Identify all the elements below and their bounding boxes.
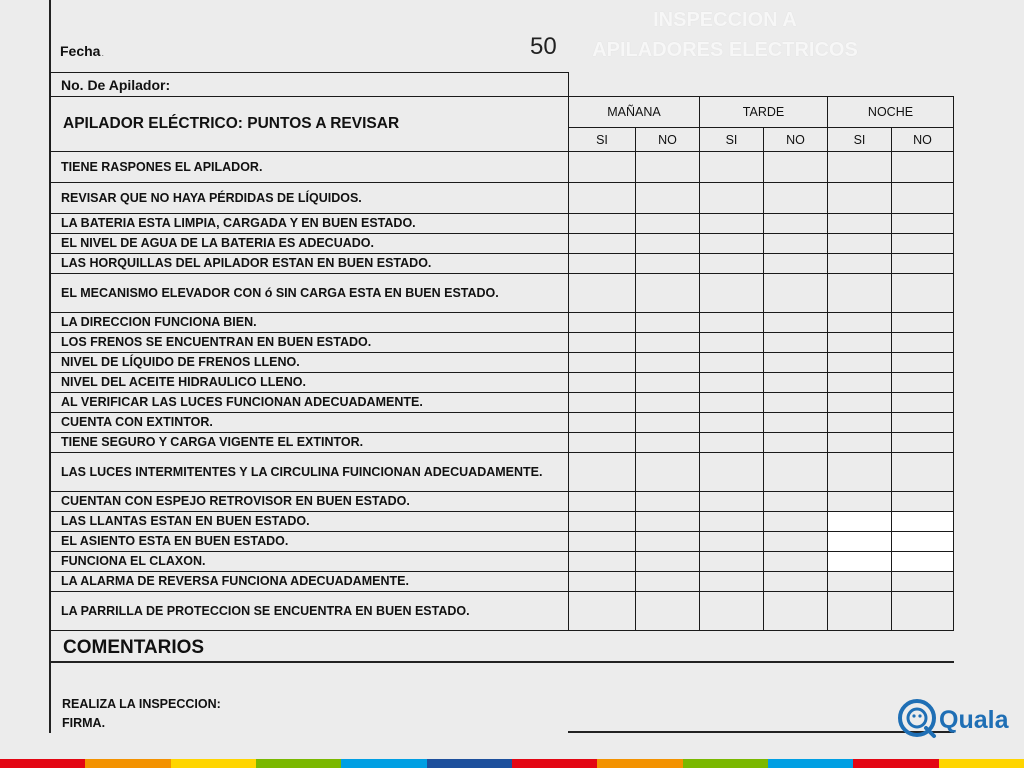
check-cell[interactable] — [700, 453, 764, 492]
check-cell[interactable] — [892, 393, 954, 413]
check-cell[interactable] — [636, 552, 700, 572]
check-cell[interactable] — [764, 492, 828, 512]
quala-logo — [896, 692, 1012, 742]
check-item-label: LA BATERIA ESTA LIMPIA, CARGADA Y EN BUEN ESTADO. — [51, 214, 569, 234]
check-cell[interactable] — [569, 592, 636, 631]
check-cell[interactable] — [700, 532, 764, 552]
check-cell[interactable] — [569, 274, 636, 313]
check-cell[interactable] — [636, 313, 700, 333]
check-cell[interactable] — [700, 413, 764, 433]
form-title — [575, 5, 875, 65]
shift-0-header: MAÑANA — [569, 97, 700, 128]
check-cell[interactable] — [892, 214, 954, 234]
check-item-label: LA ALARMA DE REVERSA FUNCIONA ADECUADAMENTE. — [51, 572, 569, 592]
table-row — [51, 393, 954, 413]
table-row — [51, 492, 954, 512]
check-cell[interactable] — [764, 433, 828, 453]
check-cell[interactable] — [828, 152, 892, 183]
quala-lion-icon — [900, 701, 934, 736]
check-item-label: EL NIVEL DE AGUA DE LA BATERIA ES ADECUADO. — [51, 234, 569, 254]
check-cell[interactable] — [636, 353, 700, 373]
check-cell[interactable] — [569, 373, 636, 393]
check-cell[interactable] — [764, 532, 828, 552]
check-cell[interactable] — [569, 492, 636, 512]
table-row — [51, 313, 954, 333]
table-row — [51, 254, 954, 274]
check-cell[interactable] — [764, 274, 828, 313]
check-item-label: LOS FRENOS SE ENCUENTRAN EN BUEN ESTADO. — [51, 333, 569, 353]
check-item-label: NIVEL DEL ACEITE HIDRAULICO LLENO. — [51, 373, 569, 393]
check-cell[interactable] — [636, 214, 700, 234]
check-cell[interactable] — [892, 433, 954, 453]
check-cell[interactable] — [828, 274, 892, 313]
check-cell[interactable] — [569, 313, 636, 333]
check-item-label: AL VERIFICAR LAS LUCES FUNCIONAN ADECUADAMENTE. — [51, 393, 569, 413]
stripe-segment — [597, 759, 682, 768]
check-item-label: CUENTAN CON ESPEJO RETROVISOR EN BUEN ESTADO. — [51, 492, 569, 512]
check-item-label: FUNCIONA EL CLAXON. — [51, 552, 569, 572]
no-header: NO — [636, 128, 700, 152]
check-cell[interactable] — [569, 214, 636, 234]
table-row — [51, 333, 954, 353]
check-cell[interactable] — [636, 333, 700, 353]
check-cell[interactable] — [892, 552, 954, 572]
check-cell[interactable] — [828, 234, 892, 254]
check-item-label: LA DIRECCION FUNCIONA BIEN. — [51, 313, 569, 333]
check-cell[interactable] — [569, 552, 636, 572]
check-cell[interactable] — [700, 572, 764, 592]
check-cell[interactable] — [636, 592, 700, 631]
check-cell[interactable] — [892, 532, 954, 552]
table-row — [51, 453, 954, 492]
check-item-label: LAS LLANTAS ESTAN EN BUEN ESTADO. — [51, 512, 569, 532]
check-cell[interactable] — [764, 234, 828, 254]
form-title-line2: APILADORES ELECTRICOS — [592, 39, 858, 61]
quala-logo-text: Quala — [939, 706, 1009, 734]
stripe-segment — [768, 759, 853, 768]
check-cell[interactable] — [700, 183, 764, 214]
stripe-segment — [0, 759, 85, 768]
check-cell[interactable] — [892, 492, 954, 512]
check-cell[interactable] — [636, 572, 700, 592]
check-cell[interactable] — [764, 183, 828, 214]
check-cell[interactable] — [892, 333, 954, 353]
check-cell[interactable] — [828, 492, 892, 512]
check-cell[interactable] — [892, 274, 954, 313]
check-cell[interactable] — [828, 592, 892, 631]
table-row — [51, 552, 954, 572]
check-cell[interactable] — [700, 152, 764, 183]
check-cell[interactable] — [828, 532, 892, 552]
table-row — [51, 572, 954, 592]
fecha-label: Fecha. — [60, 43, 104, 59]
header-blank — [569, 73, 954, 97]
check-cell[interactable] — [764, 413, 828, 433]
shift-1-header: TARDE — [700, 97, 828, 128]
section-title: APILADOR ELÉCTRICO: PUNTOS A REVISAR — [51, 97, 569, 152]
table-row — [51, 234, 954, 254]
check-cell[interactable] — [892, 254, 954, 274]
check-cell[interactable] — [700, 592, 764, 631]
check-item-label: LAS HORQUILLAS DEL APILADOR ESTAN EN BUEN ESTADO. — [51, 254, 569, 274]
check-cell[interactable] — [700, 393, 764, 413]
check-cell[interactable] — [636, 393, 700, 413]
check-cell[interactable] — [764, 512, 828, 532]
check-cell[interactable] — [892, 512, 954, 532]
check-cell[interactable] — [700, 333, 764, 353]
check-cell[interactable] — [892, 572, 954, 592]
check-cell[interactable] — [636, 234, 700, 254]
check-cell[interactable] — [700, 492, 764, 512]
check-cell[interactable] — [828, 373, 892, 393]
check-cell[interactable] — [764, 254, 828, 274]
stripe-segment — [853, 759, 938, 768]
check-cell[interactable] — [764, 152, 828, 183]
check-cell[interactable] — [764, 592, 828, 631]
check-cell[interactable] — [569, 512, 636, 532]
check-cell[interactable] — [569, 333, 636, 353]
check-cell[interactable] — [700, 274, 764, 313]
check-cell[interactable] — [700, 234, 764, 254]
check-cell[interactable] — [828, 572, 892, 592]
table-row — [51, 532, 954, 552]
check-cell[interactable] — [569, 254, 636, 274]
check-cell[interactable] — [828, 552, 892, 572]
check-item-label: LA PARRILLA DE PROTECCION SE ENCUENTRA EN BUEN ESTADO. — [51, 592, 569, 631]
check-cell[interactable] — [764, 313, 828, 333]
check-item-label: EL ASIENTO ESTA EN BUEN ESTADO. — [51, 532, 569, 552]
table-row — [51, 413, 954, 433]
table-row — [51, 214, 954, 234]
check-cell[interactable] — [700, 214, 764, 234]
form-title-line1: INSPECCION A — [653, 9, 797, 31]
check-cell[interactable] — [700, 254, 764, 274]
check-cell[interactable] — [569, 413, 636, 433]
check-cell[interactable] — [636, 532, 700, 552]
check-cell[interactable] — [569, 183, 636, 214]
check-cell[interactable] — [828, 183, 892, 214]
table-row — [51, 433, 954, 453]
inspection-table — [50, 72, 954, 631]
check-cell[interactable] — [636, 373, 700, 393]
table-row — [51, 274, 954, 313]
check-cell[interactable] — [700, 373, 764, 393]
firma-label: FIRMA. — [62, 716, 106, 730]
check-cell[interactable] — [636, 152, 700, 183]
check-cell[interactable] — [828, 214, 892, 234]
check-cell[interactable] — [636, 274, 700, 313]
check-cell[interactable] — [764, 552, 828, 572]
check-cell[interactable] — [569, 433, 636, 453]
check-cell[interactable] — [636, 492, 700, 512]
check-cell[interactable] — [569, 532, 636, 552]
check-cell[interactable] — [764, 393, 828, 413]
check-cell[interactable] — [828, 413, 892, 433]
check-cell[interactable] — [892, 183, 954, 214]
stripe-segment — [341, 759, 426, 768]
table-row — [51, 373, 954, 393]
stripe-segment — [256, 759, 341, 768]
stripe-segment — [683, 759, 768, 768]
check-item-label: TIENE RASPONES EL APILADOR. — [51, 152, 569, 183]
check-cell[interactable] — [892, 152, 954, 183]
check-cell[interactable] — [569, 453, 636, 492]
check-cell[interactable] — [636, 512, 700, 532]
check-cell[interactable] — [828, 313, 892, 333]
check-cell[interactable] — [764, 373, 828, 393]
no-header: NO — [892, 128, 954, 152]
check-cell[interactable] — [700, 313, 764, 333]
check-cell[interactable] — [828, 333, 892, 353]
check-cell[interactable] — [569, 572, 636, 592]
check-cell[interactable] — [764, 353, 828, 373]
color-stripe — [0, 759, 1024, 768]
stripe-segment — [512, 759, 597, 768]
check-cell[interactable] — [892, 413, 954, 433]
stripe-segment — [85, 759, 170, 768]
check-cell[interactable] — [764, 214, 828, 234]
check-item-label: CUENTA CON EXTINTOR. — [51, 413, 569, 433]
check-cell[interactable] — [764, 333, 828, 353]
check-cell[interactable] — [828, 512, 892, 532]
si-header: SI — [828, 128, 892, 152]
check-cell[interactable] — [828, 453, 892, 492]
table-row — [51, 183, 954, 214]
check-cell[interactable] — [569, 393, 636, 413]
check-item-label: REVISAR QUE NO HAYA PÉRDIDAS DE LÍQUIDOS. — [51, 183, 569, 214]
check-cell[interactable] — [892, 453, 954, 492]
si-header: SI — [569, 128, 636, 152]
no-header: NO — [764, 128, 828, 152]
check-cell[interactable] — [636, 413, 700, 433]
comentarios-heading: COMENTARIOS — [63, 637, 205, 658]
check-cell[interactable] — [892, 353, 954, 373]
apilador-label[interactable]: No. De Apilador: — [51, 73, 569, 97]
check-cell[interactable] — [828, 393, 892, 413]
check-cell[interactable] — [636, 183, 700, 214]
check-cell[interactable] — [828, 353, 892, 373]
table-row — [51, 152, 954, 183]
check-item-label: TIENE SEGURO Y CARGA VIGENTE EL EXTINTOR. — [51, 433, 569, 453]
check-cell[interactable] — [892, 234, 954, 254]
si-header: SI — [700, 128, 764, 152]
table-row — [51, 512, 954, 532]
check-cell[interactable] — [636, 254, 700, 274]
check-cell[interactable] — [700, 353, 764, 373]
form-number: 50 — [530, 33, 557, 60]
stripe-segment — [171, 759, 256, 768]
check-cell[interactable] — [700, 512, 764, 532]
apilador-row — [51, 73, 954, 97]
comentarios-line — [50, 661, 954, 663]
check-cell[interactable] — [636, 433, 700, 453]
stripe-segment — [939, 759, 1024, 768]
stripe-segment — [427, 759, 512, 768]
check-cell[interactable] — [569, 234, 636, 254]
check-cell[interactable] — [569, 353, 636, 373]
check-cell[interactable] — [764, 453, 828, 492]
check-cell[interactable] — [569, 152, 636, 183]
check-item-label: LAS LUCES INTERMITENTES Y LA CIRCULINA FUINCIONAN ADECUADAMENTE. — [51, 453, 569, 492]
table-row — [51, 592, 954, 631]
check-item-label: NIVEL DE LÍQUIDO DE FRENOS LLENO. — [51, 353, 569, 373]
check-cell[interactable] — [892, 592, 954, 631]
check-cell[interactable] — [764, 572, 828, 592]
table-row — [51, 353, 954, 373]
check-cell[interactable] — [892, 373, 954, 393]
check-cell[interactable] — [892, 313, 954, 333]
check-cell[interactable] — [828, 254, 892, 274]
shift-header-row — [51, 97, 954, 128]
check-item-label: EL MECANISMO ELEVADOR CON ó SIN CARGA ESTA EN BUEN ESTADO. — [51, 274, 569, 313]
realiza-label: REALIZA LA INSPECCION: — [62, 697, 221, 711]
check-cell[interactable] — [828, 433, 892, 453]
check-cell[interactable] — [700, 433, 764, 453]
shift-2-header: NOCHE — [828, 97, 954, 128]
check-cell[interactable] — [636, 453, 700, 492]
check-cell[interactable] — [700, 552, 764, 572]
